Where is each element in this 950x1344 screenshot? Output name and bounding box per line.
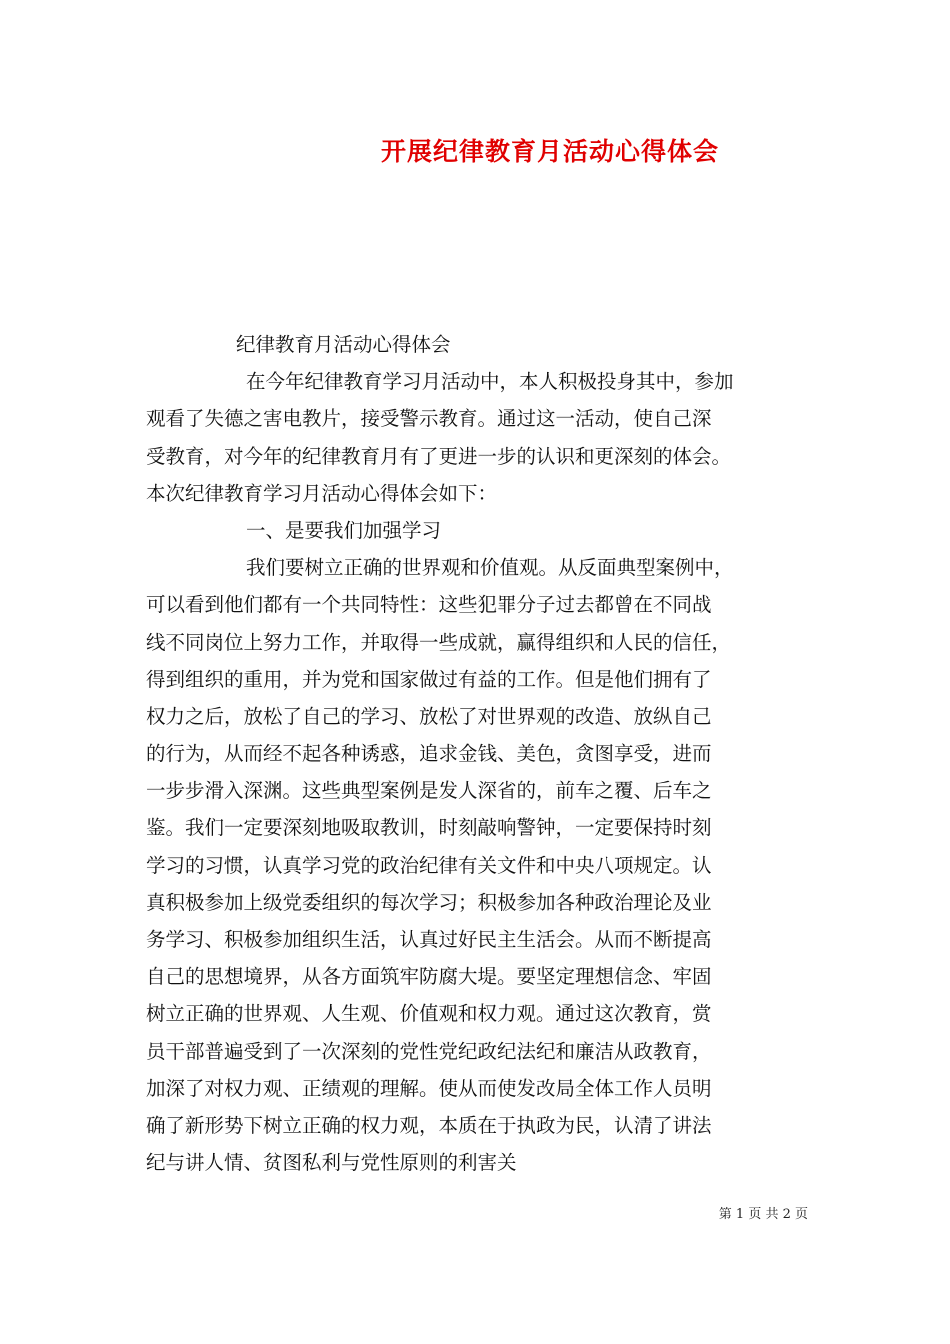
document-title: 开展纪律教育月活动心得体会 bbox=[380, 137, 719, 166]
section-heading: 一、是要我们加强学习 bbox=[246, 518, 442, 542]
paragraph-line: 受教育，对今年的纪律教育月有了更进一步的认识和更深刻的体会。 bbox=[146, 444, 732, 468]
paragraph-line: 真积极参加上级党委组织的每次学习；积极参加各种政治理论及业 bbox=[146, 890, 712, 914]
paragraph-line: 纪与讲人情、贫图私利与党性原则的利害关 bbox=[146, 1151, 517, 1175]
paragraph-line: 树立正确的世界观、人生观、价值观和权力观。通过这次教育，赏 bbox=[146, 1002, 712, 1026]
paragraph-line: 本次纪律教育学习月活动心得体会如下： bbox=[146, 481, 498, 505]
paragraph-line: 鉴。我们一定要深刻地吸取教训，时刻敲响警钟，一定要保持时刻 bbox=[146, 816, 712, 840]
page-number: 第 1 页 共 2 页 bbox=[718, 1207, 808, 1222]
paragraph-line: 得到组织的重用，并为党和国家做过有益的工作。但是他们拥有了 bbox=[146, 667, 712, 691]
paragraph-line: 可以看到他们都有一个共同特性：这些犯罪分子过去都曾在不同战 bbox=[146, 593, 712, 617]
paragraph-line: 确了新形势下树立正确的权力观，本质在于执政为民，认清了讲法 bbox=[146, 1113, 712, 1137]
paragraph-line: 我们要树立正确的世界观和价值观。从反面典型案例中， bbox=[246, 556, 734, 580]
paragraph-line: 务学习、积极参加组织生活，认真过好民主生活会。从而不断提高 bbox=[146, 928, 712, 951]
document-subtitle: 纪律教育月活动心得体会 bbox=[236, 333, 451, 356]
paragraph-line: 线不同岗位上努力工作，并取得一些成就，赢得组织和人民的信任， bbox=[146, 630, 732, 654]
paragraph-line: 的行为，从而经不起各种诱惑，追求金钱、美色，贪图享受，进而 bbox=[146, 742, 712, 766]
paragraph-line: 自己的思想境界，从各方面筑牢防腐大堤。要坚定理想信念、牢固 bbox=[146, 965, 712, 989]
paragraph-line: 加深了对权力观、正绩观的理解。使从而使发改局全体工作人员明 bbox=[146, 1076, 712, 1100]
paragraph-line: 一步步滑入深渊。这些典型案例是发人深省的，前车之覆、后车之 bbox=[146, 779, 712, 803]
document-body bbox=[146, 326, 806, 1181]
paragraph-line: 观看了失德之害电教片，接受警示教育。通过这一活动，使自己深 bbox=[146, 407, 712, 431]
paragraph-line: 在今年纪律教育学习月活动中，本人积极投身其中，参加 bbox=[246, 370, 734, 394]
paragraph-line: 员干部普遍受到了一次深刻的党性党纪政纪法纪和廉洁从政教育， bbox=[146, 1039, 712, 1063]
paragraph-line: 权力之后，放松了自己的学习、放松了对世界观的改造、放纵自己 bbox=[146, 704, 712, 728]
paragraph-line: 学习的习惯，认真学习党的政治纪律有关文件和中央八项规定。认 bbox=[146, 853, 712, 877]
